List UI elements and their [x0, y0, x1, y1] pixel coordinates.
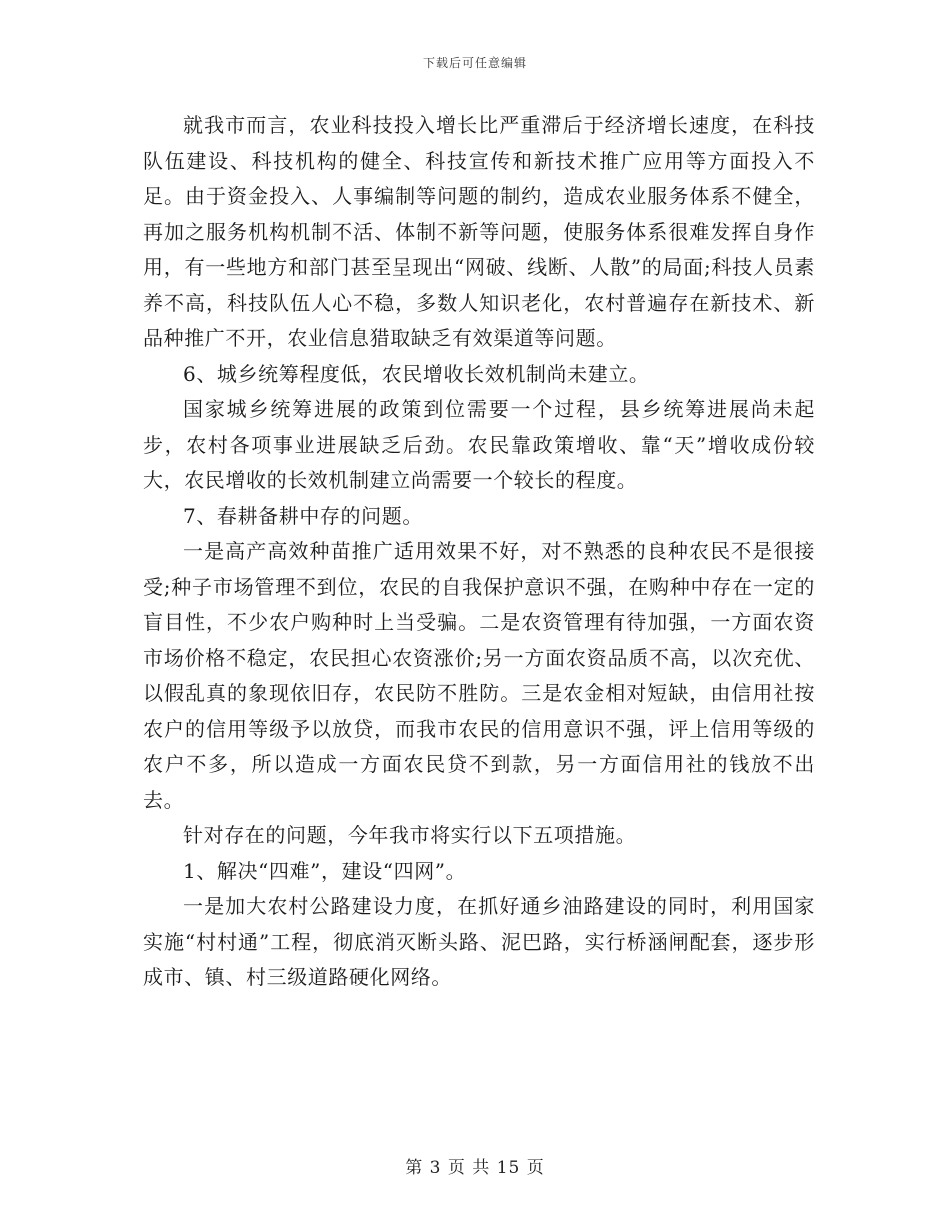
- paragraph: 一是加大农村公路建设力度，在抓好通乡油路建设的同时，利用国家实施“村村通”工程，彻底消灭断头路、泥巴路，实行桥涵闸配套，逐步形成市、镇、村三级道路硬化网络。: [143, 894, 815, 989]
- page-header: 下载后可任意编辑: [422, 56, 527, 70]
- section-heading: 7、春耕备耕中存的问题。: [183, 503, 423, 528]
- paragraph: 就我市而言，农业科技投入增长比严重滞后于经济增长速度，在科技队伍建设、科技机构的健全、科技宣传和新技术推广应用等方面投入不足。由于资金投入、人事编制等问题的制约，造成农业服务体系不健全，再加之服务机构机制不活、体制不新等问题，使服务体系很难发挥自身作用，有一些地方和部门甚至呈现出“网破、线断、人散”的局面;科技人员素养不高，科技队伍人心不稳，多数人知识老化，农村普遍存在新技术、新品种推广不开，农业信息猎取缺乏有效渠道等问题。: [143, 113, 815, 350]
- page-number-footer: 第 3 页 共 15 页: [405, 1158, 545, 1178]
- document-body: [143, 108, 815, 996]
- section-heading: 6、城乡统筹程度低，农民增收长效机制尚未建立。: [183, 361, 650, 386]
- paragraph: 国家城乡统筹进展的政策到位需要一个过程，县乡统筹进展尚未起步，农村各项事业进展缺乏后劲。农民靠政策增收、靠“天”增收成份较大，农民增收的长效机制建立尚需要一个较长的程度。: [143, 397, 815, 492]
- section-heading: 1、解决“四难”，建设“四网”。: [183, 858, 467, 883]
- paragraph: 针对存在的问题，今年我市将实行以下五项措施。: [183, 823, 637, 847]
- paragraph: 一是高产高效种苗推广适用效果不好，对不熟悉的良种农民不是很接受;种子市场管理不到位，农民的自我保护意识不强，在购种中存在一定的盲目性，不少农户购种时上当受骗。二是农资管理有待加强，一方面农资市场价格不稳定，农民担心农资涨价;另一方面农资品质不高，以次充优、以假乱真的象现依旧存，农民防不胜防。三是农金相对短缺，由信用社按农户的信用等级予以放贷，而我市农民的信用意识不强，评上信用等级的农户不多，所以造成一方面农民贷不到款，另一方面信用社的钱放不出去。: [143, 539, 815, 812]
